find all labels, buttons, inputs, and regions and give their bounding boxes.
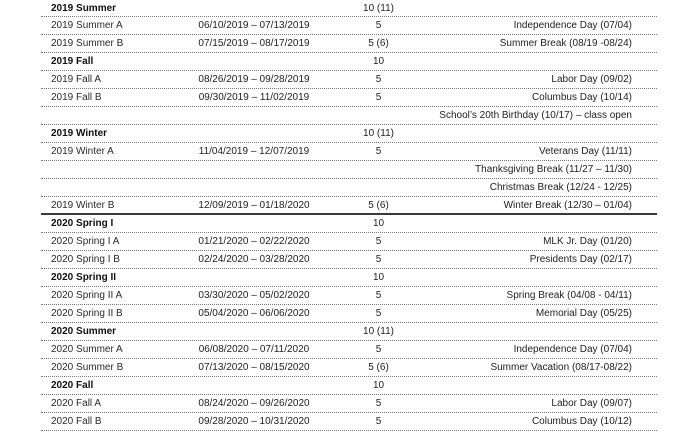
term-dates: 12/09/2019 – 01/18/2020 [198, 200, 310, 211]
holiday-note: Winter Break (12/30 – 01/04) [503, 200, 632, 211]
term-dates: 08/24/2020 – 09/26/2020 [198, 398, 310, 409]
term-name: 2019 Summer A [51, 20, 123, 31]
term-weeks: 5 [375, 74, 382, 85]
holiday-note: Labor Day (09/07) [551, 398, 632, 409]
term-name: 2019 Fall [51, 56, 94, 67]
holiday-note: Presidents Day (02/17) [529, 254, 632, 265]
term-name: 2019 Winter A [51, 146, 114, 157]
term-row [41, 233, 657, 251]
term-row [41, 395, 657, 413]
term-name: 2020 Summer B [51, 362, 124, 373]
term-weeks: 5 [375, 92, 382, 103]
term-dates [191, 0, 317, 17]
term-weeks: 10 [372, 272, 385, 283]
term-dates: 02/24/2020 – 03/28/2020 [198, 254, 310, 265]
term-weeks: 10 [372, 218, 385, 229]
term-dates: 01/21/2020 – 02/22/2020 [198, 236, 310, 247]
term-section-row [41, 269, 657, 287]
term-name: 2019 Winter [51, 128, 108, 139]
term-weeks [351, 107, 406, 124]
term-dates: 03/30/2020 – 05/02/2020 [198, 290, 310, 301]
term-row [41, 287, 657, 305]
term-weeks [351, 179, 406, 196]
term-name: 2019 Winter B [51, 200, 115, 211]
term-name: 2020 Spring II [51, 272, 117, 283]
calendar-table [41, 0, 657, 431]
term-weeks: 5 [375, 254, 382, 265]
term-dates [191, 269, 317, 286]
term-weeks: 10 (11) [363, 3, 394, 14]
term-dates [191, 53, 317, 70]
holiday-note [421, 377, 632, 394]
term-weeks: 5 (6) [368, 362, 389, 373]
term-name: 2019 Fall A [51, 74, 102, 85]
term-name: 2020 Fall B [51, 416, 102, 427]
holiday-note: Veterans Day (11/11) [538, 146, 632, 157]
term-row [41, 251, 657, 269]
holiday-note [421, 323, 632, 340]
term-weeks: 5 [375, 344, 382, 355]
term-weeks: 5 (6) [368, 38, 389, 49]
term-row [41, 341, 657, 359]
term-weeks [351, 161, 406, 178]
holiday-note [421, 125, 632, 142]
term-name: 2020 Spring II B [51, 308, 123, 319]
term-dates: 06/08/2020 – 07/11/2020 [198, 344, 310, 355]
term-row [41, 359, 657, 377]
term-row [41, 143, 657, 161]
term-name: 2019 Summer B [51, 38, 124, 49]
term-section-row [41, 215, 657, 233]
term-dates: 06/10/2019 – 07/13/2019 [198, 20, 310, 31]
term-row [41, 71, 657, 89]
holiday-note: Summer Break (08/19 -08/24) [499, 38, 632, 49]
holiday-note: Columbus Day (10/14) [531, 92, 632, 103]
holiday-note: Summer Vacation (08/17-08/22) [490, 362, 632, 373]
term-weeks: 10 (11) [363, 326, 394, 337]
term-dates: 05/04/2020 – 06/06/2020 [198, 308, 310, 319]
holiday-note: Christmas Break (12/24 - 12/25) [489, 182, 632, 193]
term-dates [191, 125, 317, 142]
holiday-note: Independence Day (07/04) [513, 344, 632, 355]
term-weeks: 5 [375, 236, 382, 247]
holiday-note [421, 269, 632, 286]
term-row [41, 179, 657, 197]
term-row [41, 161, 657, 179]
term-weeks: 5 (6) [368, 200, 389, 211]
holiday-note: Thanksgiving Break (11/27 – 11/30) [475, 164, 632, 175]
term-row [41, 197, 657, 215]
holiday-note: Memorial Day (05/25) [535, 308, 632, 319]
holiday-note: MLK Jr. Day (01/20) [543, 236, 632, 247]
term-section-row [41, 377, 657, 395]
term-section-row [41, 53, 657, 71]
term-row [41, 107, 657, 125]
term-weeks: 10 [372, 380, 385, 391]
term-row [41, 413, 657, 431]
term-row [41, 89, 657, 107]
holiday-note: Spring Break (04/08 - 04/11) [506, 290, 632, 301]
holiday-note: Labor Day (09/02) [551, 74, 632, 85]
term-weeks: 5 [375, 20, 382, 31]
term-row [41, 35, 657, 53]
term-weeks: 5 [375, 398, 382, 409]
term-dates: 11/04/2019 – 12/07/2019 [198, 146, 310, 157]
term-name: 2020 Spring I B [51, 254, 120, 265]
term-name: 2020 Spring I [51, 218, 114, 229]
term-name: 2019 Fall B [51, 92, 102, 103]
term-section-row [41, 323, 657, 341]
term-dates [191, 377, 317, 394]
term-weeks: 10 (11) [363, 128, 394, 139]
holiday-note: Columbus Day (10/12) [531, 416, 632, 427]
term-name: 2020 Fall A [51, 398, 102, 409]
term-section-row [41, 0, 657, 17]
holiday-note [421, 0, 632, 17]
term-dates [191, 215, 317, 232]
term-dates: 08/26/2019 – 09/28/2019 [198, 74, 310, 85]
holiday-note [421, 53, 632, 70]
term-dates: 09/28/2020 – 10/31/2020 [198, 416, 310, 427]
term-dates [191, 323, 317, 340]
term-name: 2020 Spring II A [51, 290, 123, 301]
term-dates [191, 107, 317, 124]
term-dates [191, 161, 317, 178]
holiday-note: School’s 20th Birthday (10/17) – class open [439, 110, 632, 121]
term-name: 2020 Summer A [51, 344, 123, 355]
term-row [41, 17, 657, 35]
term-name: 2019 Summer [51, 3, 117, 14]
term-name: 2020 Spring I A [51, 236, 120, 247]
term-weeks: 5 [375, 308, 382, 319]
holiday-note [421, 215, 632, 232]
term-row [41, 305, 657, 323]
term-weeks: 5 [375, 146, 382, 157]
term-weeks: 10 [372, 56, 385, 67]
term-weeks: 5 [375, 290, 382, 301]
term-name: 2020 Fall [51, 380, 94, 391]
holiday-note: Independence Day (07/04) [513, 20, 632, 31]
term-dates: 07/13/2020 – 08/15/2020 [198, 362, 310, 373]
term-section-row [41, 125, 657, 143]
term-dates [191, 179, 317, 196]
term-dates: 07/15/2019 – 08/17/2019 [198, 38, 310, 49]
term-name: 2020 Summer [51, 326, 117, 337]
term-weeks: 5 [375, 416, 382, 427]
term-dates: 09/30/2019 – 11/02/2019 [198, 92, 310, 103]
